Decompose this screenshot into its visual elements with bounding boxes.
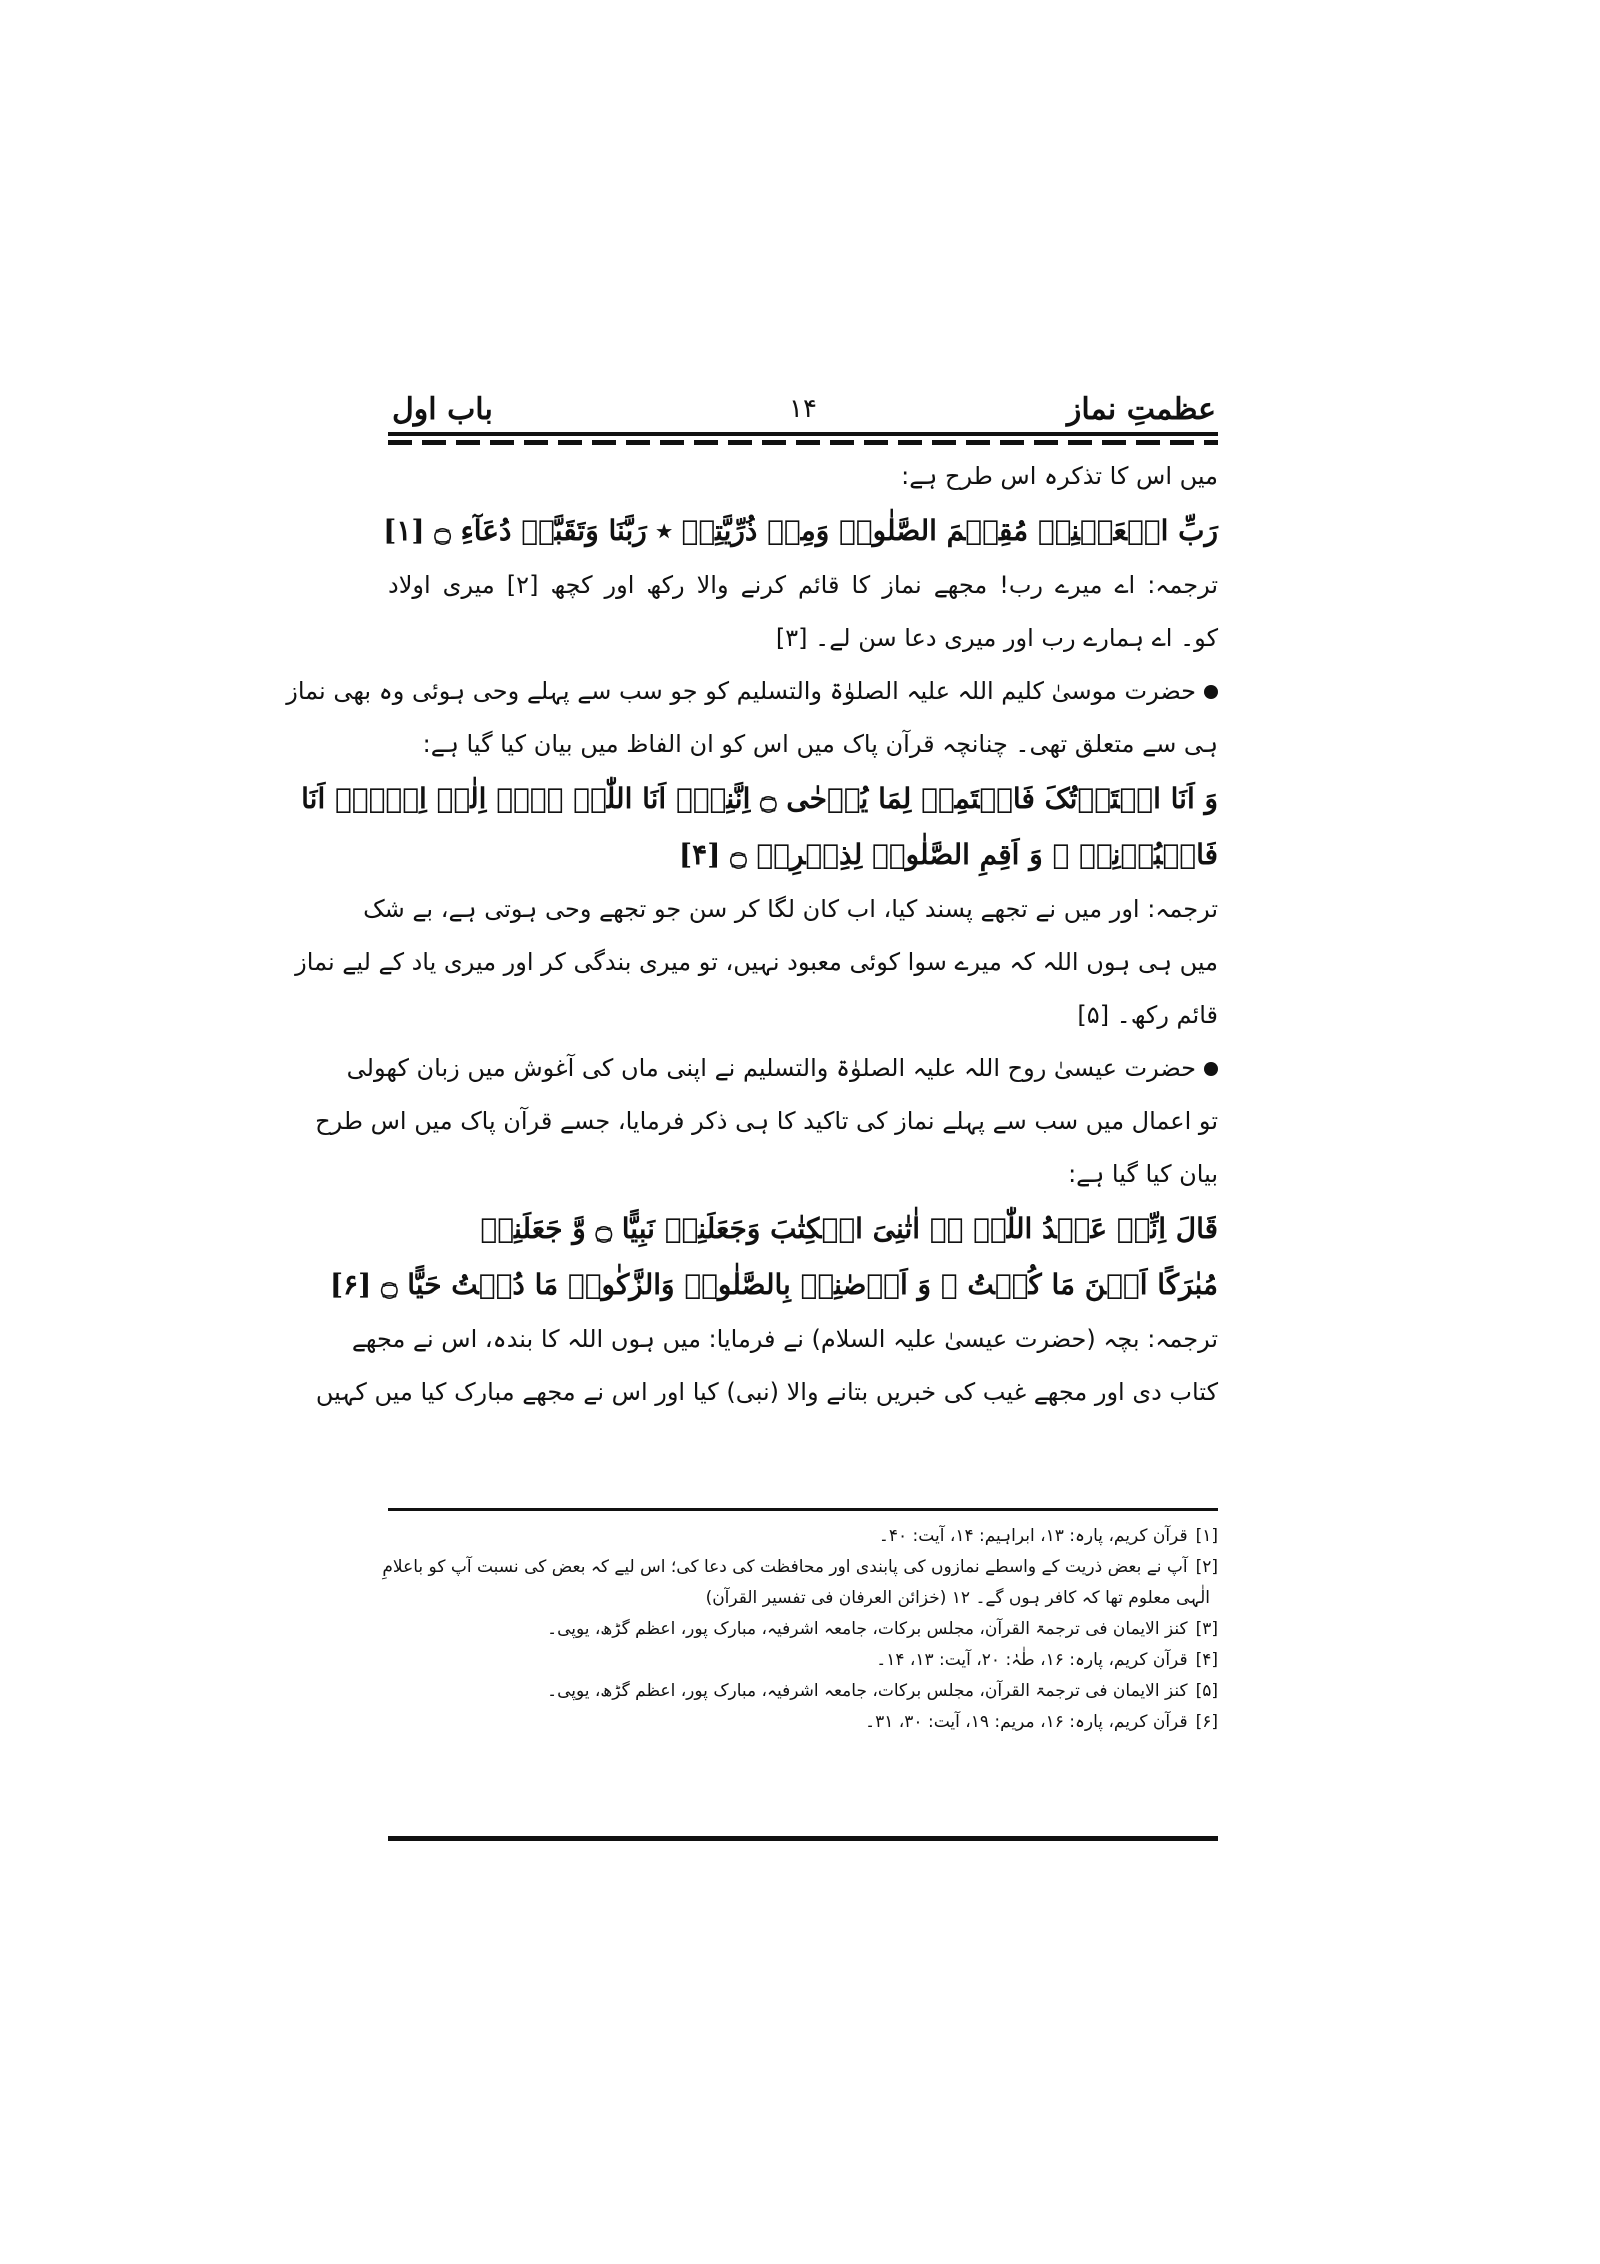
- translation-line: کتاب دی اور مجھے غیب کی خبریں بتانے والا (نبی) کیا اور اس نے مجھے مبارک کیا میں کہیں: [315, 1378, 1218, 1406]
- translation-line: ترجمہ: اے میرے رب! مجھے نماز کا قائم کرنے والا رکھ اور کچھ [۲] میری اولاد: [388, 571, 1218, 599]
- page-body: [286, 450, 1218, 1419]
- translation-line: ترجمہ: اور میں نے تجھے پسند کیا، اب کان لگا کر سن جو تجھے وحی ہوتی ہے، بے شک: [363, 895, 1218, 923]
- bullet-icon: [1204, 1062, 1218, 1076]
- translation-line: کو۔ اے ہمارے رب اور میری دعا سن لے۔ [۳]: [775, 624, 1218, 652]
- chapter-title: باب اول: [392, 392, 493, 427]
- paragraph-moses: حضرت موسیٰ کلیم اللہ علیہ الصلوٰۃ والتسلیم کو جو سب سے پہلے وحی ہوئی وہ بھی نماز: [388, 665, 1218, 718]
- book-title: عظمتِ نماز: [1066, 392, 1216, 427]
- footnote: [۵]کنز الایمان فی ترجمۃ القرآن، مجلس برکات، جامعہ اشرفیہ، مبارک پور، اعظم گڑھ، یوپی۔: [547, 1681, 1218, 1701]
- book-page: [286, 388, 1218, 1858]
- translation-line: قائم رکھ۔ [۵]: [1077, 1001, 1218, 1029]
- header-rule: [388, 432, 1218, 436]
- arabic-verse: مُبٰرَکًا اَیۡنَ مَا کُنۡتُ ۪ وَ اَوۡصٰنِیۡ بِالصَّلٰوۃِ وَالزَّکٰوۃِ مَا دُمۡتُ حَیًّا ۝ [۶]: [329, 1268, 1218, 1301]
- page-number: ۱۴: [789, 394, 817, 424]
- footnote: [۳]کنز الایمان فی ترجمۃ القرآن، مجلس برکات، جامعہ اشرفیہ، مبارک پور، اعظم گڑھ، یوپی۔: [547, 1619, 1218, 1639]
- arabic-verse: قَالَ اِنِّیۡ عَبۡدُ اللّٰہِ ۟ؕ اٰتٰنِیَ الۡکِتٰبَ وَجَعَلَنِیۡ نَبِیًّا ۝ وَّ جَعَلَنِیۡ: [480, 1212, 1218, 1245]
- footnote: الٰہی معلوم تھا کہ کافر ہوں گے۔ ۱۲ (خزائن العرفان فی تفسیر القرآن): [705, 1588, 1210, 1608]
- text-line: تو اعمال میں سب سے پہلے نماز کی تاکید کا ہی ذکر فرمایا، جسے قرآن پاک میں اس طرح: [315, 1107, 1218, 1135]
- footnote: [۶]قرآن کریم، پارہ: ۱۶، مریم: ۱۹، آیت: ۳۰، ۳۱۔: [865, 1712, 1218, 1732]
- text-line: ہی سے متعلق تھی۔ چنانچہ قرآن پاک میں اس کو ان الفاظ میں بیان کیا گیا ہے:: [422, 730, 1218, 758]
- bottom-rule: [388, 1836, 1218, 1841]
- page-header: [388, 388, 1218, 434]
- translation-line: میں ہی ہوں اللہ کہ میرے سوا کوئی معبود نہیں، تو میری بندگی کر اور میری یاد کے لیے نماز: [295, 948, 1218, 976]
- footnotes: [382, 1521, 1218, 1738]
- paragraph-jesus: حضرت عیسیٰ روح اللہ علیہ الصلوٰۃ والتسلیم نے اپنی ماں کی آغوش میں زبان کھولی: [388, 1042, 1218, 1095]
- footnote: [۱]قرآن کریم، پارہ: ۱۳، ابراہیم: ۱۴، آیت: ۴۰۔: [878, 1526, 1218, 1546]
- footnote: [۲]آپ نے بعض ذریت کے واسطے نمازوں کی پابندی اور محافظت کی دعا کی؛ اس لیے کہ بعض کی نسبت آپ کو باعلامِ: [382, 1557, 1218, 1577]
- footnote-separator: [388, 1508, 1218, 1511]
- footnote: [۴]قرآن کریم، پارہ: ۱۶، طٰہٰ: ۲۰، آیت: ۱۳، ۱۴۔: [876, 1650, 1218, 1670]
- text-line: بیان کیا گیا ہے:: [1068, 1160, 1218, 1188]
- text-line: میں اس کا تذکرہ اس طرح ہے:: [901, 462, 1218, 490]
- header-dashed-rule: [388, 440, 1218, 445]
- translation-line: ترجمہ: بچہ (حضرت عیسیٰ علیہ السلام) نے فرمایا: میں ہوں اللہ کا بندہ، اس نے مجھے: [351, 1325, 1218, 1353]
- bullet-icon: [1204, 685, 1218, 699]
- arabic-verse: وَ اَنَا اخۡتَرۡتُکَ فَاسۡتَمِعۡ لِمَا یُوۡحٰی ۝ اِنَّنِیۡۤ اَنَا اللّٰہُ لَاۤ اِلٰہَ اِلَّاۤ اَنَا: [301, 782, 1218, 815]
- arabic-verse: فَاعۡبُدۡنِیۡ ۙ وَ اَقِمِ الصَّلٰوۃَ لِذِکۡرِیۡ ۝ [۴]: [678, 838, 1218, 871]
- arabic-verse: رَبِّ اجۡعَلۡنِیۡ مُقِیۡمَ الصَّلٰوۃِ وَمِنۡ ذُرِّیَّتِیۡ ٭ رَبَّنَا وَتَقَبَّلۡ دُعَآءِ ۝ [۱]: [383, 514, 1218, 547]
